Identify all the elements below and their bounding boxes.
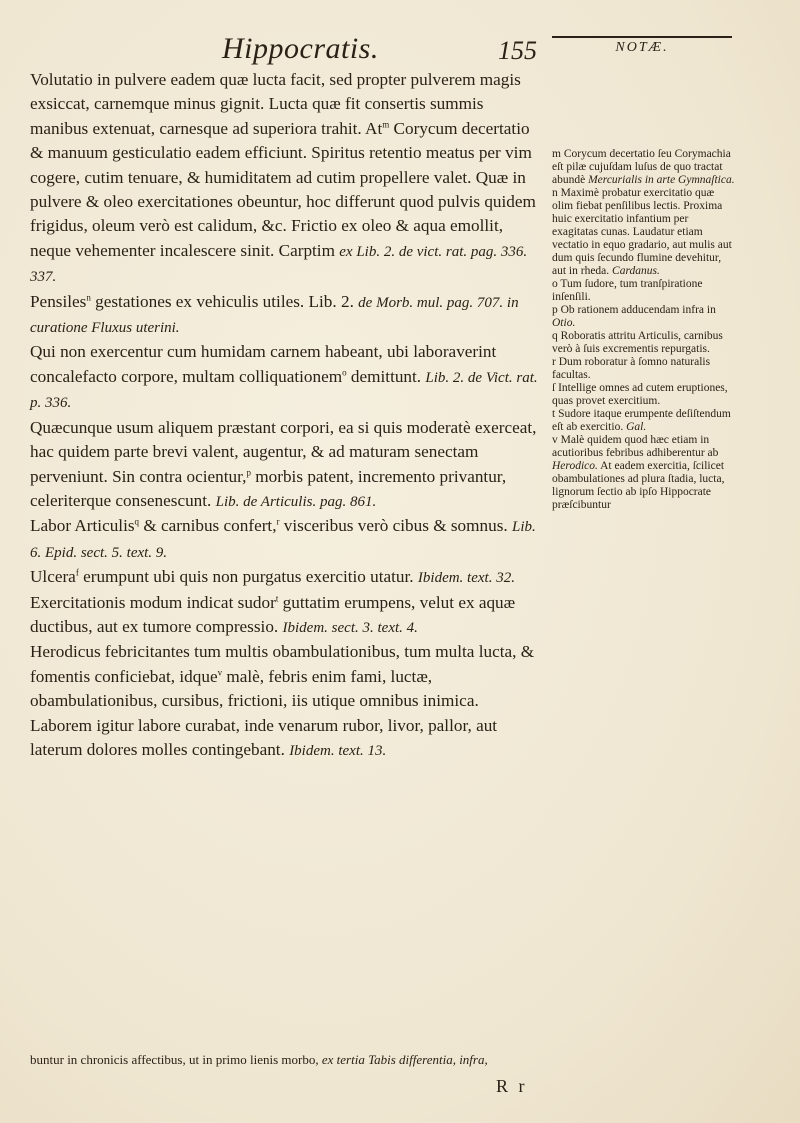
- text-run: Labor Articulis: [30, 516, 135, 536]
- citation: Ibidem. text. 32.: [417, 570, 515, 587]
- text-run: Ulcera: [30, 567, 76, 587]
- note-reference: t: [275, 592, 279, 603]
- text-run: & carnibus confert,: [139, 516, 277, 536]
- marginal-note: [552, 148, 737, 187]
- signature-mark: R r: [496, 1076, 528, 1096]
- paragraph: [30, 640, 540, 763]
- text-run: Pensiles: [30, 291, 87, 311]
- text-run: Quæcunque usum aliquem præstant corpori, ea si quis moderatè exerceat, hac quidem parte brevi valent, augentur, & ad maturam senectam perveniunt. Sin contra ocientur,: [30, 417, 537, 486]
- paragraph: [30, 565, 540, 590]
- text-run: ſ Intellige omnes ad cutem eruptiones, quas provet exercitium.: [552, 382, 728, 407]
- notes-label: NOTÆ.: [552, 36, 732, 56]
- text-run: r Dum roboratur à ſomno naturalis facultas.: [552, 356, 711, 381]
- note-reference: v: [217, 667, 223, 678]
- marginal-note: [552, 187, 737, 278]
- text-run: m Corycum decertatio ſeu Corymachia eſt pilæ cujuſdam luſus de quo tractat abundè: [552, 148, 731, 186]
- paragraph: [30, 340, 540, 415]
- text-run: morbis patent, incremento privantur, celeriterque consenescunt.: [30, 466, 507, 510]
- citation: ex tertia Tabis differentia, infra,: [321, 1052, 488, 1067]
- note-reference: q: [134, 516, 140, 527]
- page-header: [0, 32, 800, 72]
- citation: Gal.: [626, 421, 647, 433]
- citation: Lib. 6. Epid. sect. 5. text. 9.: [30, 519, 536, 561]
- text-run: guttatim erumpens, velut ex aquæ ductibus, aut ex tumore compressio.: [30, 592, 516, 636]
- citation: ex Lib. 2. de vict. rat. pag. 336. 337.: [30, 243, 528, 286]
- text-run: demittunt.: [346, 366, 426, 386]
- text-run: q Roboratis attritu Articulis, carnibus verò à ſuis excrementis repurgatis.: [552, 330, 723, 355]
- text-run: Exercitationis modum indicat sudor: [30, 592, 276, 612]
- marginal-notes: [552, 148, 737, 512]
- note-reference: m: [382, 119, 390, 130]
- note-reference: r: [276, 516, 280, 527]
- marginal-note: [552, 434, 737, 512]
- citation: Herodico.: [552, 460, 598, 472]
- marginal-note: [552, 304, 737, 330]
- citation: Cardanus.: [612, 265, 660, 277]
- paragraph: [30, 416, 540, 515]
- text-run: visceribus verò cibus & somnus.: [279, 516, 512, 536]
- text-run: o Tum ſudore, tum tranſpiratione inſenſili.: [552, 278, 703, 303]
- paragraph: [30, 68, 540, 290]
- citation: Otio.: [552, 317, 576, 329]
- text-run: Volutatio in pulvere eadem quæ lucta facit, sed propter pulverem magis exsiccat, carnemque minus gignit. Lucta quæ fit consertis summis manibus extenuat, carnesque ad superiora trahit. At: [30, 70, 521, 138]
- text-run: Qui non exercentur cum humidam carnem habeant, ubi laboraverint concalefacto corpore, multam colliquationem: [30, 342, 497, 386]
- citation: Mercurialis in arte Gymnaſtica.: [588, 174, 735, 186]
- marginal-note: [552, 382, 737, 408]
- text-run: buntur in chronicis affectibus, ut in primo lienis morbo,: [30, 1052, 322, 1067]
- note-reference: o: [342, 367, 347, 378]
- note-reference: p: [246, 466, 251, 477]
- citation: Lib. de Articulis. pag. 861.: [215, 493, 377, 510]
- text-run: malè, febris enim fami, luctæ, obambulationibus, cursibus, frictioni, iis utique omnibus inimica. Laborem igitur labore curabat, inde venarum rubor, livor, pallor, aut laterum dolores molles contingebant.: [30, 666, 498, 759]
- citation: de Morb. mul. pag. 707. in curatione Fluxus uterini.: [30, 294, 519, 337]
- text-run: p Ob rationem adducendam infra in: [552, 304, 716, 316]
- marginal-note: [552, 356, 737, 382]
- marginal-note: [552, 330, 737, 356]
- text-run: gestationes ex vehiculis utiles. Lib. 2.: [90, 291, 359, 311]
- citation: Ibidem. sect. 3. text. 4.: [282, 619, 418, 636]
- text-run: n Maximè probatur exercitatio quæ olim fiebat penſilibus lectis. Proxima huic exercitatio infantium per exagitatas cunas. Laudatur etiam vectatio in equo gradario, aut mulis aut dum quis ſecundo flumine devehitur, aut in rheda.: [552, 187, 732, 277]
- running-title: Hippocratis.: [222, 32, 379, 65]
- main-text-column: [30, 68, 540, 763]
- note-reference: n: [86, 291, 91, 302]
- marginal-note: [552, 278, 737, 304]
- note-reference: f: [75, 567, 79, 578]
- marginal-note: [552, 408, 737, 434]
- text-run: Corycum decertatio & manuum gesticulatio eadem efficiunt. Spiritus retentio meatus per vim cogere, cutim tenuare, & humiditatem ad cutim propellere valet. Quæ in pulvere & oleo exercitationes obeuntur, hoc differunt quod pulvis quidem frigidus, oleum verò est calidum, &c. Frictio ex oleo & aqua emollit, neque vehementer incalescere sinit. Carptim: [30, 118, 536, 260]
- text-run: erumpunt ubi quis non purgatus exercitio utatur.: [78, 567, 418, 587]
- paragraph: [30, 514, 540, 565]
- paragraph: [30, 290, 540, 341]
- text-run: Herodicus febricitantes tum multis obambulationibus, tum multa lucta, & fomentis conficiebat, idque: [30, 642, 535, 686]
- citation: Ibidem. text. 13.: [289, 742, 387, 759]
- text-run: v Malè quidem quod hæc etiam in acutioribus febribus adhiberentur ab: [552, 434, 719, 459]
- text-run: t Sudore itaque erumpente deſiſtendum eſt ab exercitio.: [552, 408, 731, 433]
- citation: Lib. 2. de Vict. rat. p. 336.: [30, 369, 538, 412]
- paragraph: [30, 591, 540, 641]
- text-run: At eadem exercitia, ſcilicet obambulationes ad plura ſtadia, lucta, lignorum ſectio ab ipſo Hippocrate præſcibuntur: [552, 460, 725, 511]
- footnote-line: [30, 1052, 730, 1068]
- page-number: 155: [498, 36, 537, 65]
